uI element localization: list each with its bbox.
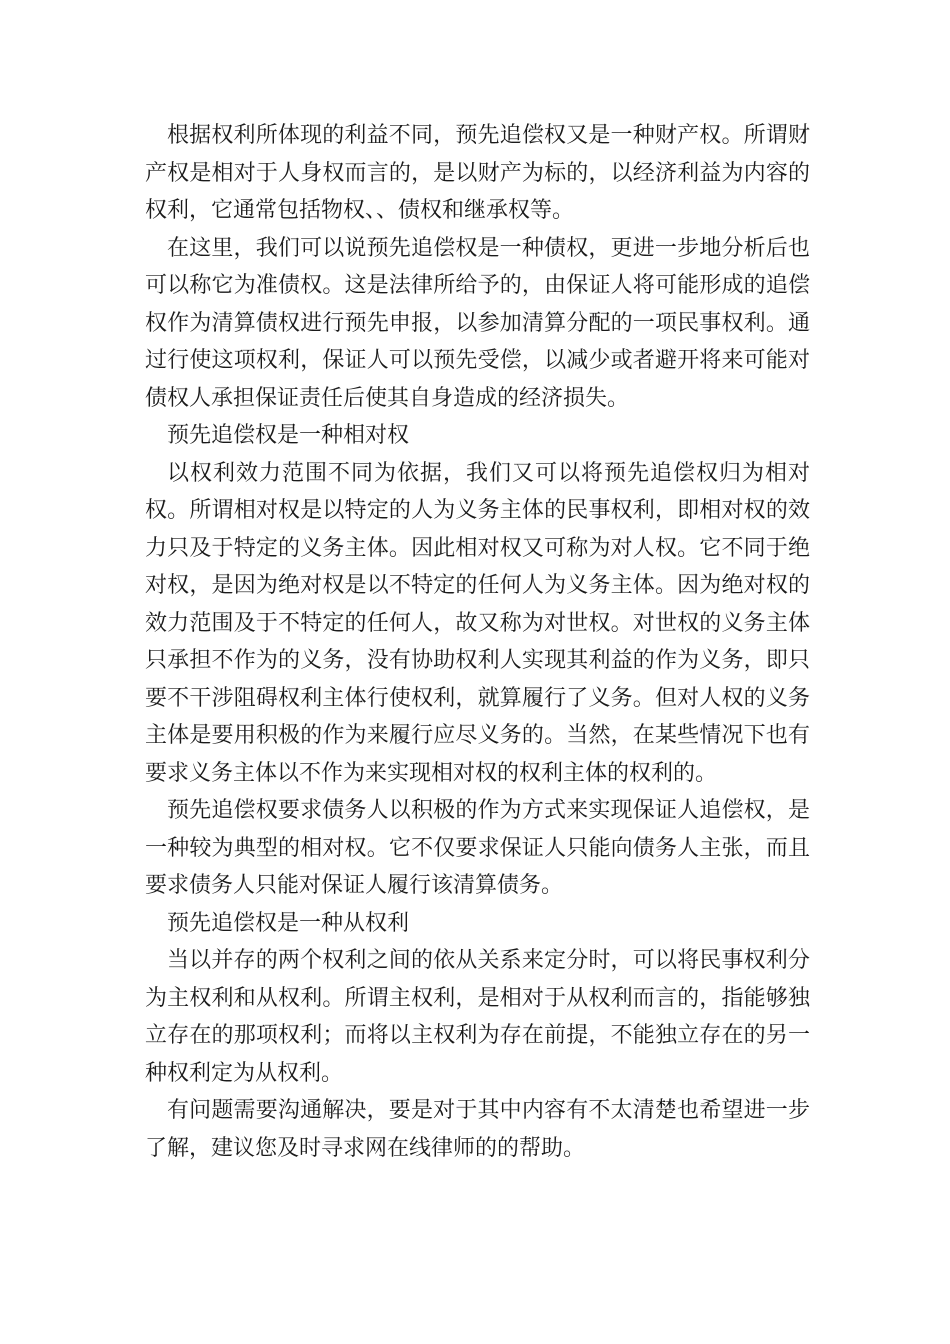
paragraph-closing-advice: 有问题需要沟通解决，要是对于其中内容有不太清楚也希望进一步了解，建议您及时寻求网在线律师的的帮助。: [145, 1098, 810, 1161]
paragraph-typical-relative-right: 预先追偿权要求债务人以积极的作为方式来实现保证人追偿权，是一种较为典型的相对权。它不仅要求保证人只能向债务人主张，而且要求债务人只能对保证人履行该清算债务。: [145, 798, 810, 898]
paragraph-relative-right-definition: 以权利效力范围不同为依据，我们又可以将预先追偿权归为相对权。所谓相对权是以特定的人为义务主体的民事权利，即相对权的效力只及于特定的义务主体。因此相对权又可称为对人权。它不同于绝对权，是因为绝对权是以不特定的任何人为义务主体。因为绝对权的效力范围及于不特定的任何人，故又称为对世权。对世权的义务主体只承担不作为的义务，没有协助权利人实现其利益的作为义务，即只要不干涉阻碍权利主体行使权利，就算履行了义务。但对人权的义务主体是要用积极的作为来履行应尽义务的。当然，在某些情况下也有要求义务主体以不作为来实现相对权的权利主体的权利的。: [145, 460, 810, 786]
paragraph-accessory-right-definition: 当以并存的两个权利之间的依从关系来定分时，可以将民事权利分为主权利和从权利。所谓主权利，是相对于从权利而言的，指能够独立存在的那项权利；而将以主权利为存在前提，不能独立存在的另一种权利定为从权利。: [145, 948, 810, 1086]
paragraph-property-right: 根据权利所体现的利益不同，预先追偿权又是一种财产权。所谓财产权是相对于人身权而言的，是以财产为标的，以经济利益为内容的权利，它通常包括物权、、债权和继承权等。: [145, 123, 810, 223]
document-body: [145, 117, 810, 1167]
section-heading-accessory-right: 预先追偿权是一种从权利: [167, 910, 410, 936]
paragraph-quasi-creditor-right: 在这里，我们可以说预先追偿权是一种债权，更进一步地分析后也可以称它为准债权。这是法律所给予的，由保证人将可能形成的追偿权作为清算债权进行预先申报，以参加清算分配的一项民事权利。通过行使这项权利，保证人可以预先受偿，以减少或者避开将来可能对债权人承担保证责任后使其自身造成的经济损失。: [145, 235, 810, 411]
section-heading-relative-right: 预先追偿权是一种相对权: [167, 423, 410, 448]
